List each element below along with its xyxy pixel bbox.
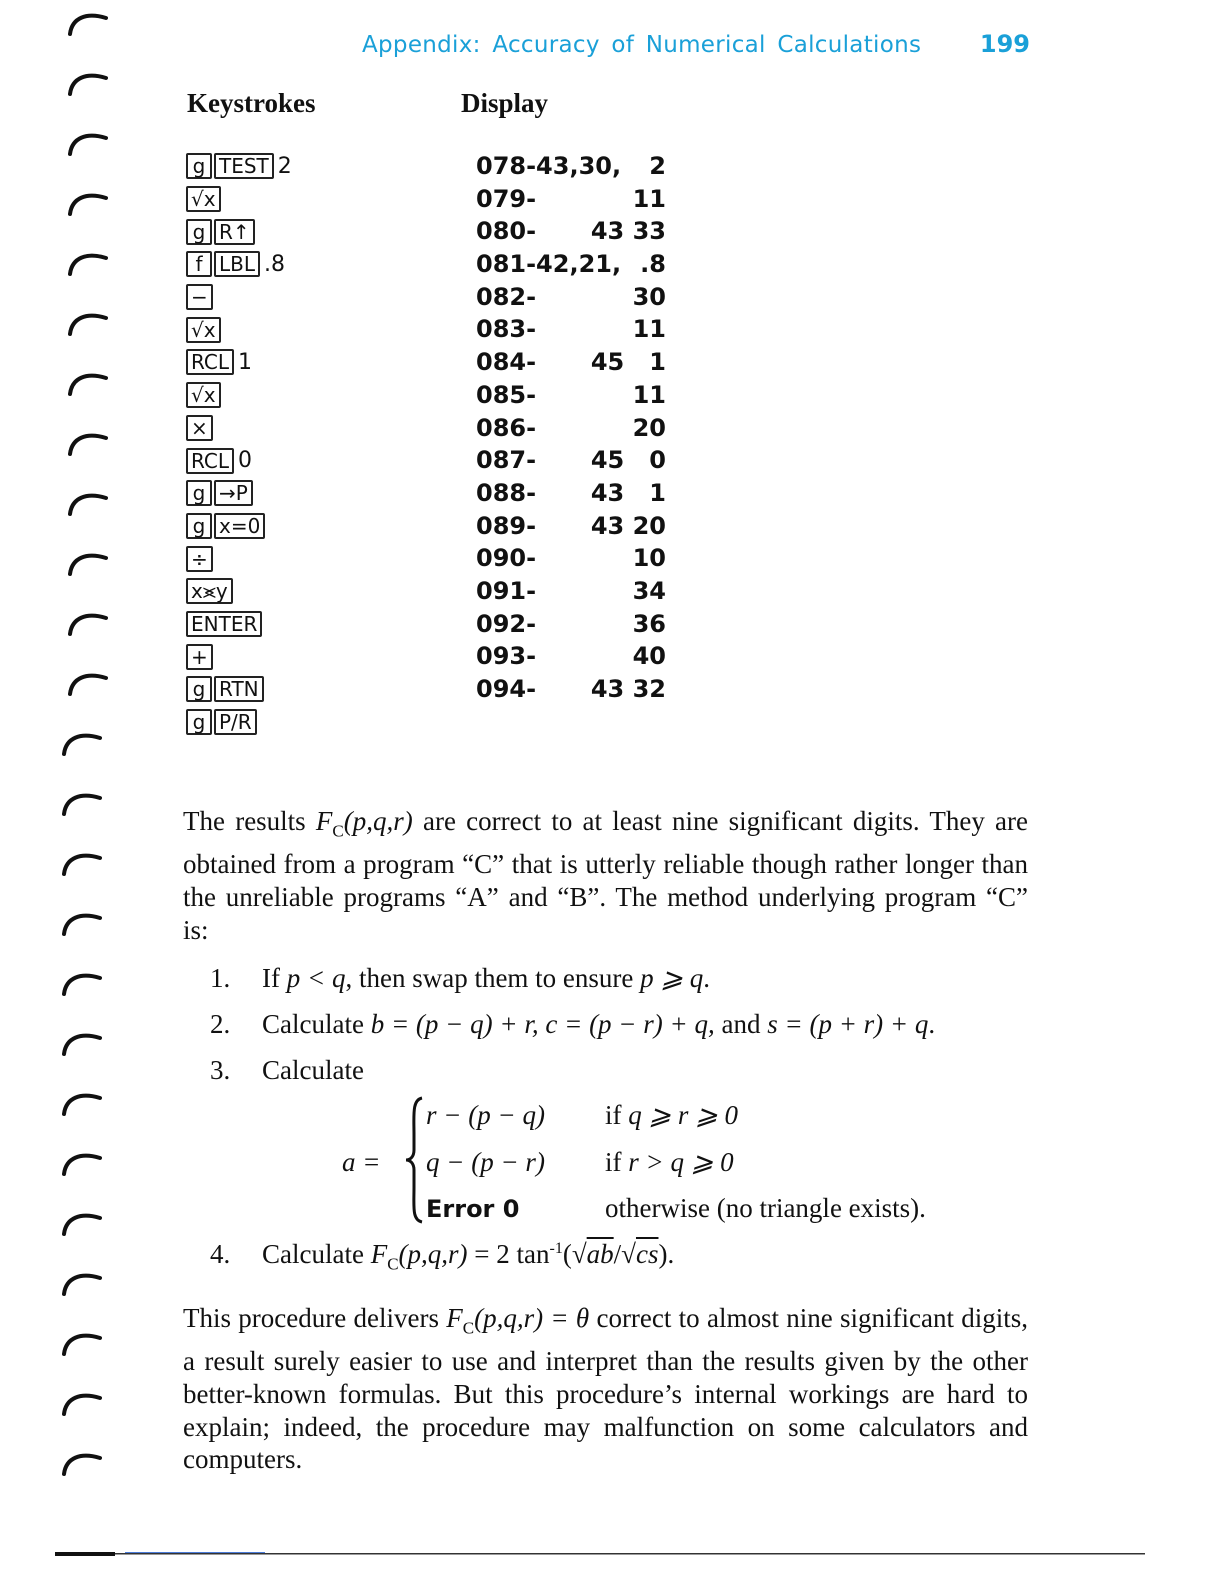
calculator-key: x⪤y [186,578,233,604]
step-1: 1. If p < q, then swap them to ensure p ⩾ q. [210,963,711,993]
calculator-key: √x [186,382,221,408]
keystroke-row [186,640,446,673]
display-line-number: 087- [476,446,537,475]
binding-ring [68,68,108,98]
display-row [476,510,676,543]
keystroke-row [186,281,446,314]
calculator-key: P/R [214,709,257,735]
binding-ring [62,1268,102,1298]
display-line-number: 094- [476,675,537,703]
p1-prefix: The results [183,806,316,836]
keystroke-row [186,346,446,379]
keystroke-row [186,248,446,281]
case-1-cond: if q ⩾ r ⩾ 0 [605,1100,739,1130]
calculator-key: × [186,415,213,441]
keystroke-row [186,183,446,216]
calculator-key: →P [214,480,253,506]
binding-ring [68,248,108,278]
keystroke-row [186,510,446,543]
binding-ring [68,128,108,158]
display-row [476,542,676,575]
display-row [476,412,676,445]
display-row [476,313,676,346]
display-row [476,575,676,608]
case-2-expr: q − (p − r) [426,1147,545,1177]
keystroke-row [186,150,446,183]
display-row [476,183,676,216]
keystroke-row [186,444,446,477]
keystroke-list [186,150,446,738]
display-line-number: 090- [476,544,537,573]
calculator-key: g [186,153,212,179]
display-keycode: 20 [632,413,666,442]
paragraph-procedure: This procedure delivers $F_C(p,q,r) = \theta$ correct to almost nine significant digits, a result surely easier to use and interpret than the results given by the other better-known formulas. But this procedure’s internal workings are hard to explain; indeed, the procedure may malfunction on some calculators and computers. [183,1303,1029,1475]
keystroke-row [186,706,446,739]
display-row [476,150,676,183]
bottom-rule [55,1552,1145,1556]
keystroke-row [186,673,446,706]
display-keycode: 43 33 [590,217,666,246]
display-keycode: 2 [649,152,666,180]
binding-ring [68,668,108,698]
display-row [476,281,676,314]
calculator-key: g [186,480,212,506]
display-line-number: 092- [476,609,537,638]
case-1-expr: r − (p − q) [426,1100,545,1130]
display-line-number: 078-43,30, [476,152,622,180]
display-line-number: 082- [476,282,537,311]
display-line-number: 086- [476,413,537,442]
display-keycode: 30 [632,282,666,311]
binding-ring [62,1148,102,1178]
calculator-key: √x [186,317,221,343]
display-row [476,444,676,477]
binding-ring [62,728,102,758]
binding-ring [62,968,102,998]
keystroke-row [186,608,446,641]
display-keycode: 11 [632,380,666,409]
display-line-number: 089- [476,511,537,540]
case-2-cond: if r > q ⩾ 0 [605,1147,734,1177]
p1-fc: $F_C(p,q,r)$ [315,806,413,841]
keystroke-row [186,575,446,608]
binding-ring [62,1088,102,1118]
calculator-key: ENTER [186,611,262,637]
paragraph-results [183,805,1028,946]
left-brace [404,1095,426,1225]
display-row [476,608,676,641]
display-row [476,215,676,248]
display-line-number: 083- [476,315,537,344]
calculator-key: g [186,219,212,245]
binding-ring [68,608,108,638]
calculator-key: RCL [186,448,234,474]
display-keycode: 40 [632,642,666,671]
binding-ring [68,488,108,518]
keystroke-suffix: 1 [238,349,253,375]
calculator-key: g [186,709,212,735]
keystroke-row [186,379,446,412]
calculator-key: g [186,676,212,702]
calculator-key: LBL [214,251,260,277]
binding-ring [62,1388,102,1418]
binding-ring [62,1028,102,1058]
display-line-number: 079- [476,184,537,213]
display-row [476,640,676,673]
display-keycode: 34 [632,576,666,605]
page-header [362,30,1030,66]
display-line-number: 088- [476,478,537,507]
header-title: Appendix: Accuracy of Numerical Calculations [362,32,922,58]
display-keycode: 45 1 [590,348,666,377]
calculator-key: RTN [214,676,264,702]
step-3: 3. Calculate [210,1055,364,1085]
display-line-number: 093- [476,642,537,671]
p1-rest: are correct to at least nine significant digits. They are obtained from a program “C” that is utterly reliable though rather longer than the unreliable programs “A” and “B”. The method underlying program “C” is: [183,806,1028,945]
calculator-key: RCL [186,349,234,375]
display-row [476,379,676,412]
keystroke-suffix: 2 [277,153,292,179]
display-line-number: 081-42,21, [476,250,622,279]
display-list [476,150,676,706]
display-line-number: 084- [476,348,537,377]
display-keycode: 11 [632,315,666,344]
keystroke-row [186,542,446,575]
display-heading: Display [461,88,549,118]
display-keycode: 10 [632,544,666,573]
calculator-key: ÷ [186,546,213,572]
binding-ring [68,8,108,38]
cases-lhs: a = [342,1147,381,1177]
display-row [476,673,676,706]
display-row [476,346,676,379]
binding-ring [62,788,102,818]
binding-ring [68,308,108,338]
binding-ring [68,548,108,578]
case-3-expr: Error 0 [426,1195,520,1223]
keystrokes-heading: Keystrokes [187,88,316,118]
case-3-cond: otherwise (no triangle exists). [605,1193,926,1223]
keystroke-row [186,215,446,248]
spiral-binding [58,0,118,1584]
calculator-key: R↑ [214,219,255,245]
display-keycode: 43 1 [590,478,666,507]
page-number: 199 [979,30,1030,58]
binding-ring [62,1448,102,1478]
cases-definition [340,1095,1040,1230]
display-keycode: .8 [640,250,666,279]
display-line-number: 080- [476,217,537,246]
display-line-number: 085- [476,380,537,409]
display-keycode: 45 0 [590,446,666,475]
binding-ring [62,908,102,938]
calculator-key: − [186,284,213,310]
keystroke-row [186,313,446,346]
display-keycode: 43 20 [590,511,666,540]
binding-ring [62,1328,102,1358]
calculator-key: + [186,644,213,670]
calculator-key: TEST [214,153,274,179]
display-keycode: 36 [632,609,666,638]
keystroke-suffix: 0 [238,448,253,474]
calculator-key: f [186,251,212,277]
keystroke-suffix: .8 [264,251,286,277]
display-row [476,248,676,281]
display-keycode: 43 32 [590,675,666,703]
display-row [476,477,676,510]
binding-ring [62,848,102,878]
binding-ring [68,188,108,218]
binding-ring [68,428,108,458]
display-line-number: 091- [476,576,537,605]
calculator-key: x=0 [214,513,265,539]
display-keycode: 11 [632,184,666,213]
calculator-key: g [186,513,212,539]
binding-ring [62,1208,102,1238]
step-2: 2. Calculate b = (p − q) + r, c = (p − r) + q, and s = (p + r) + q. [210,1009,936,1039]
keystroke-row [186,477,446,510]
keystroke-row [186,412,446,445]
binding-ring [68,368,108,398]
step-4: 4. Calculate $F_C(p,q,r) = 2$ $\tan^{-1}(√ab/√cs)$. [210,1239,675,1274]
calculator-key: √x [186,186,221,212]
